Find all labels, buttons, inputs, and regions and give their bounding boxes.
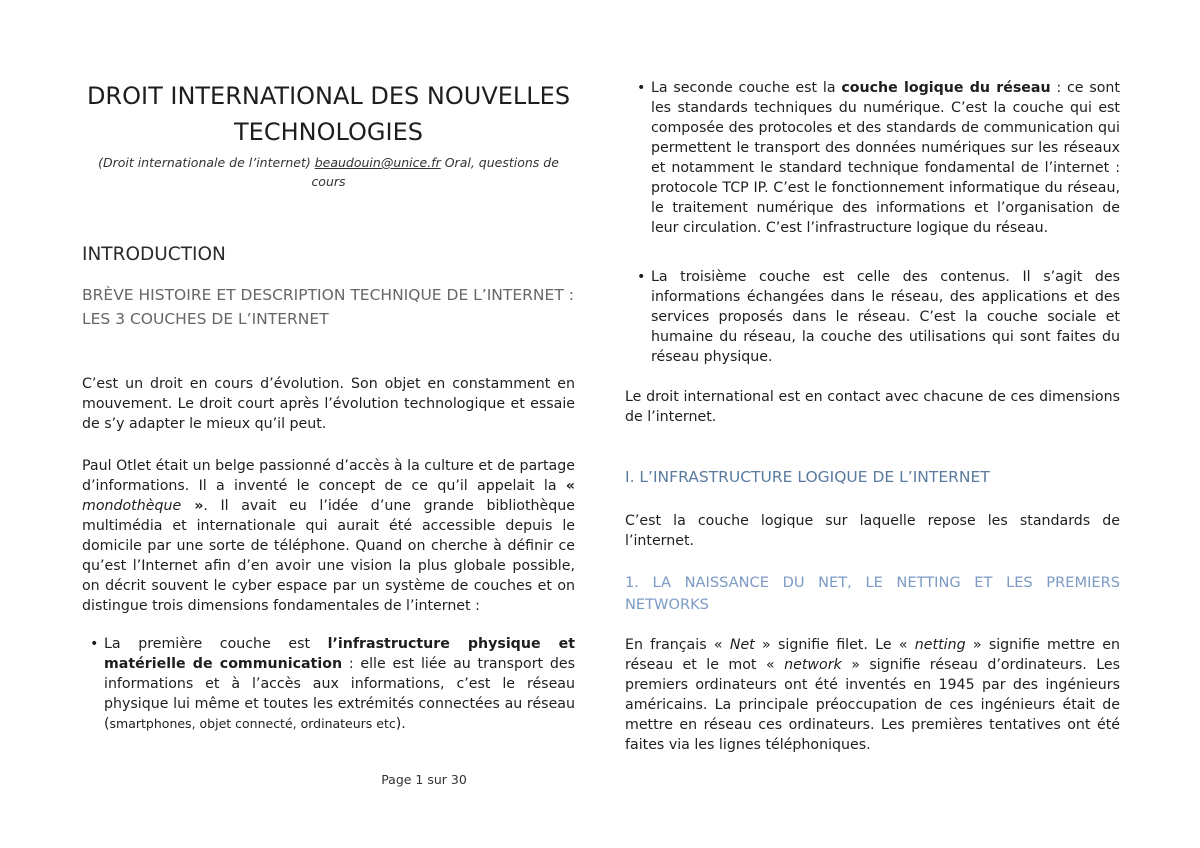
bullet2-text-b: : ce sont les standards techniques du numérique. C’est la couche qui est composée des protocoles et des standards de communication qui permettent le transport des données numériques sur les réseaux et notamment le standard technique fondamental de l’internet : protocole TCP IP. C’est le fonctionnement informatique du réseau, le traitement numérique des informations et l’organisation de leur circulation. C’est l’infrastructure logique du réseau.	[651, 80, 1120, 236]
mondotheque-term: mondothèque	[82, 498, 182, 514]
heading-birth-of-net: 1. LA NAISSANCE DU NET, LE NETTING ET LES PREMIERS NETWORKS	[625, 574, 1120, 613]
bullet1-bold: l’infrastructure physique et matérielle de communication	[104, 636, 575, 672]
section-heading-line2: LES 3 COUCHES DE L’INTERNET	[82, 309, 329, 328]
heading-logical-infrastructure: I. L’INFRASTRUCTURE LOGIQUE DE L’INTERNET	[625, 468, 990, 486]
net-text-a: En français «	[625, 637, 730, 653]
introduction-heading: INTRODUCTION	[82, 244, 226, 265]
net-text-d: » signifie réseau d’ordinateurs. Les premiers ordinateurs ont été inventés en 1945 par des ingénieurs américains. La principale préoccupation de ces ingénieurs était de mettre en réseau ces ordinateurs. Les premières tentatives ont été faites via les lignes téléphoniques.	[625, 657, 1120, 753]
section-heading	[82, 284, 575, 331]
close-quote: »	[181, 498, 204, 514]
email-link[interactable]: beaudouin@unice.fr	[314, 155, 441, 170]
net-term: Net	[729, 637, 755, 653]
paragraph-logical-layer: C’est la couche logique sur laquelle repose les standards de l’internet.	[625, 513, 1120, 549]
document-title: DROIT INTERNATIONAL DES NOUVELLES TECHNOLOGIES	[86, 82, 571, 146]
bullet-physical-layer	[90, 634, 575, 734]
bullet3-text: La troisième couche est celle des contenus. Il s’agit des informations échangées dans le réseau, des applications et des services proposés dans le réseau. C’est la couche sociale et humaine du réseau, la couche des utilisations qui sont faites du réseau physique.	[651, 269, 1120, 365]
section-heading-line1: BRÈVE HISTOIRE ET DESCRIPTION TECHNIQUE DE L’INTERNET :	[82, 286, 574, 304]
netting-term: netting	[914, 637, 966, 653]
page-footer: Page 1 sur 30	[381, 772, 467, 787]
bullet2-text-a: La seconde couche est la	[651, 80, 842, 96]
bullet1-text-a: La première couche est	[104, 636, 328, 652]
bullet1-text-c: ).	[395, 716, 406, 732]
otlet-text-b: . Il avait eu l’idée d’une grande bibliothèque multimédia et internationale qui aurait été accessible depuis le domicile par une sorte de téléphone. Quand on cherche à définir ce qu’est l’Internet afin d’en avoir une vision la plus globale possible, on décrit souvent le cyber espace par un système de couches et on distingue trois dimensions fondamentales de l’internet :	[82, 498, 575, 614]
paragraph-net-definition	[625, 635, 1120, 755]
network-term: network	[784, 657, 842, 673]
open-quote: «	[565, 478, 575, 494]
net-text-c: » signifie mettre en réseau et le mot «	[625, 637, 1120, 673]
otlet-text-a: Paul Otlet était un belge passionné d’accès à la culture et de partage d’informations. Il a inventé le concept de ce qu’il appelait la	[82, 458, 575, 494]
bullet-logical-layer	[637, 78, 1120, 238]
bullet-content-layer	[637, 267, 1120, 367]
subtitle-course: (Droit internationale de l’internet)	[98, 155, 311, 170]
document-subtitle	[82, 153, 575, 191]
subtitle-exam-type: Oral, questions de cours	[311, 155, 559, 189]
paragraph-otlet	[82, 456, 575, 616]
bullet2-bold: couche logique du réseau	[841, 80, 1051, 96]
paragraph-evolution: C’est un droit en cours d’évolution. Son objet en constamment en mouvement. Le droit court après l’évolution technologique et essaie de s’y adapter le mieux qu’il peut.	[82, 376, 575, 432]
bullet1-small: smartphones, objet connecté, ordinateurs etc	[109, 716, 396, 731]
bullet1-text-b: : elle est liée au transport des informations et à l’accès aux informations, c’est le réseau physique lui même et toutes les extrémités connectées au réseau (	[104, 656, 575, 732]
bullet-dot: •	[637, 269, 646, 285]
paragraph-international-law: Le droit international est en contact avec chacune de ces dimensions de l’internet.	[625, 389, 1120, 425]
bullet-dot: •	[637, 80, 646, 96]
net-text-b: » signifie filet. Le «	[754, 637, 915, 653]
bullet-dot: •	[90, 636, 99, 652]
